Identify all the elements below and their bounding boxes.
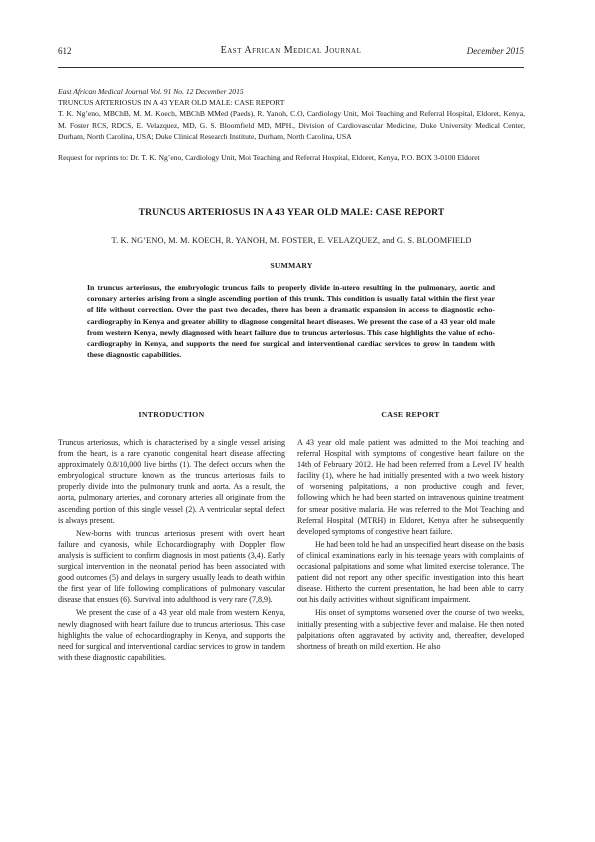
case-report-column	[297, 409, 524, 652]
journal-citation: East African Medical Journal Vol. 91 No. 12 December 2015	[58, 87, 244, 96]
article-title: TRUNCUS ARTERIOSUS IN A 43 YEAR OLD MALE: CASE REPORT	[138, 207, 445, 218]
reprint-request: Request for reprints to: Dr. T. K. Ng’eno, Cardiology Unit, Moi Teaching and Referral Hospital, Eldoret, Kenya, P.O. BOX 3-0100 Eldoret	[58, 153, 480, 163]
issue-date: December 2015	[466, 46, 524, 56]
summary-heading: SUMMARY	[270, 261, 313, 270]
paragraph: His onset of symptoms worsened over the course of two weeks, initially presenting with a subjective fever and malaise. He then noted palpitations often aggravated by activity and, thereafter, developed shortness of breath on mild exertion. He also	[297, 608, 524, 651]
author-list: T. K. NG’ENO, M. M. KOECH, R. YANOH, M. FOSTER, E. VELAZQUEZ, and G. S. BLOOMFIELD	[111, 236, 472, 245]
paragraph: A 43 year old male patient was admitted to the Moi teaching and referral Hospital with symptoms of congestive heart failure on the 14th of February 2012. He had been referred from a Level IV health facility (1), where he had initially presented with a two week history of worsening palpitations, a non productive cough and fever, following which he had been started on intravenous quinine treatment for smear positive malaria. He was referred to the Moi Teaching and Referral Hospital (MTRH) in Eldoret, Kenya after he subsequently developed symptoms of congestive heart failure.	[297, 438, 524, 536]
running-header	[58, 44, 524, 58]
summary-text: In truncus arteriosus, the embryologic truncus fails to properly divide in-utero resulting in the pulmonary, aortic and coronary arteries arising from a single ascending portion of this trunk. This condition is usually fatal within the first year of life without correction. Over the past two decades, there has been a dramatic expansion in access to diagnostic echo-cardiography in Kenya and greater ability to diagnose congenital heart diseases. We present the case of a 43 year old male from western Kenya, newly diagnosed with heart failure due to truncus arteriosus. This case highlights the value of echo-cardiography in Kenya, and supports the need for surgical and interventional cardiac services to grow in tandem with these diagnostic capabilities.	[87, 283, 495, 360]
introduction-heading: INTRODUCTION	[138, 410, 205, 419]
author-affiliations: T. K. Ng’eno, MBChB, M. M. Koech, MBChB MMed (Paeds), R. Yanoh, C.O, Cardiology Unit, Moi Teaching and Referral Hospital, Eldoret, Kenya, M. Foster RCS, RDCS, E. Velazquez, MD, G. S. Bloomfield MD, MPH., Division of Cardiovascular Medicine, Duke University Medical Center, Durham, North Carolina, USA; Duke Clinical Research Institute, Durham, North Carolina, USA	[58, 109, 525, 141]
header-rule	[58, 67, 524, 68]
paragraph: Truncus arteriosus, which is characterised by a single vessel arising from the heart, is a rare cyanotic congenital heart disease affecting approximately 0.8/10,000 live births (1). The defect occurs when the embryological structure known as the truncus arteriosus fails to properly divide into the pulmonary trunk and aorta. As a result, the aorta, pulmonary arteries, and coronary arteries all originate from the ascending portion of this single vessel (2). A ventricular septal defect is always present.	[58, 438, 285, 525]
paragraph: He had been told he had an unspecified heart disease on the basis of clinical examinations early in his teenage years with complaints of occasional palpitations and some what limited exercise tolerance. The patient did not report any other specific investigation into this heart disease. Hitherto the current presentation, he had been able to carry out his daily activities without significant impairment.	[297, 539, 524, 605]
page-number: 612	[58, 46, 72, 56]
article-title-caps: TRUNCUS ARTERIOSUS IN A 43 YEAR OLD MALE: CASE REPORT	[58, 98, 285, 108]
paragraph: We present the case of a 43 year old male from western Kenya, newly diagnosed with heart failure due to truncus arteriosus. This case highlights the value of echocardiography in Kenya, and supports the need for surgical and interventional cardiac services to grow in tandem with these diagnostic capabilities.	[58, 608, 285, 662]
front-matter	[58, 86, 525, 163]
introduction-column	[58, 409, 285, 663]
paragraph: New-borns with truncus arteriosus present with overt heart failure and cyanosis, while Echocardiography with Doppler flow analysis is sufficient to confirm diagnosis in most patients (3,4). Early surgical intervention in the neonatal period has been associated with good outcomes (5) and delays in surgery usually leads to death within the first year of life following complications of pulmonary vascular disease that ensues (6). Survival into adulthood is very rare (7,8,9).	[58, 528, 285, 605]
journal-name: East African Medical Journal	[220, 45, 362, 56]
case-report-heading: CASE REPORT	[381, 410, 440, 419]
